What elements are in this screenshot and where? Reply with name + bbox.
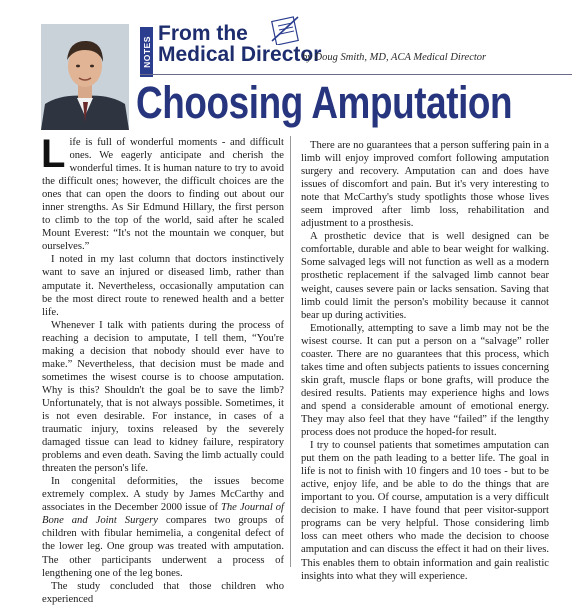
column-divider [290, 136, 291, 567]
notepad-icon [268, 15, 302, 45]
paragraph: The study concluded that those children who experienced [42, 580, 284, 605]
paragraph: Emotionally, attempting to save a limb may not be the wisest course. It can put a person on a “salvage” roller coaster. There are no guarantees that this process, which takes time and often subjects patients to issues concerning skin graft, muscle flaps or bone grafts, will produce the desired results. Patients may experience highs and lows and spend a considerable amount of emotional energy. They may also feel that they have “failed” if the lengthy process does not produce the hoped-for result. [301, 322, 549, 439]
right-column [301, 139, 549, 583]
left-column [41, 132, 284, 606]
paragraph: Whenever I talk with patients during the process of reaching a decision to amputate, I tell them, “You're making a decision that nobody should ever have to make.” Nevertheless, that decision must be made and sometimes the wisest course is to choose amputation. Why is this? Shouldn't the goal be to save the limb? Unfortunately, that is not always possible. Sometimes, it is not even desirable. For instance, in cases of a traumatic injury, toxins released by the severely damaged tissue can lead to kidney failure, respiratory problems and even death. Saving the limb actually could threaten the person's life. [42, 319, 284, 475]
medical-director-label: Medical Director [158, 43, 322, 66]
byline: by Doug Smith, MD, ACA Medical Director [302, 52, 487, 63]
paragraph: In congenital deformities, the issues become extremely complex. A study by James McCarthy and associates in the December 2000 issue of The Journal of Bone and Joint Surgery compares two groups of children with fibular hemimelia, a congenital defect of the lower leg. One group was treated with amputation. The other participants underwent a process of lengthening one of the leg bones. [42, 476, 284, 579]
header-rule [140, 74, 572, 75]
paragraph: I noted in my last column that doctors instinctively want to save an injured or diseased limb, rather than amputate it. Nevertheless, occasionally amputation can be the most direct route to renewed health and a better life. [42, 254, 284, 318]
drop-cap: L [41, 132, 66, 176]
paragraph: Life is full of wonderful moments - and difficult ones. We eagerly anticipate and cherish the wonderful times. It is human nature to try to avoid the difficult ones; however, the difficult choices are the ones that can open the doors to finding out about our inner strengths. As Sir Edmund Hillary, the first person to climb to the top of the world, said after he scaled Mount Everest: “It's not the mountain we conquer, but ourselves.” [41, 132, 284, 253]
journal-title: The Journal of Bone and Joint Surgery [42, 502, 284, 527]
paragraph: I try to counsel patients that sometimes amputation can put them on the path leading to a better life. The goal in life is not to finish with 10 fingers and 10 toes - but to be active, enjoy life, and be able to do the things that are important to you. Of course, amputation is a very difficult decision to make. I have found that peer visitor-support programs can be very helpful. Those considering limb loss can meet others who made the decision to choose amputation and can discuss the effect it had on their lives. This enables them to obtain information and gain realistic insights into what they will experience. [301, 440, 549, 582]
column-header [136, 15, 570, 135]
article-title: Choosing Amputation [136, 77, 513, 128]
author-photo [41, 24, 129, 130]
paragraph: There are no guarantees that a person suffering pain in a limb will enjoy improved comfort following amputation surgery and recovery. Amputation can and does have issues of discomfort and pain. But it's very interesting to note that McCarthy's study spotlights those whose lives seem improved after limb loss, rehabilitation and adjustment to a prosthesis. [301, 140, 549, 230]
paragraph: A prosthetic device that is well designed can be comfortable, durable and able to bear weight for walking. Some salvaged legs will not function as well as a modern prosthetic replacement if the salvaged limb cannot bear weight, causes severe pain or lacks sensation. Saving that limb could limit the person's mobility because it cannot bear up during activities. [301, 231, 549, 321]
from-the-label: From the [158, 22, 248, 45]
notes-tab: NOTES [140, 27, 153, 77]
